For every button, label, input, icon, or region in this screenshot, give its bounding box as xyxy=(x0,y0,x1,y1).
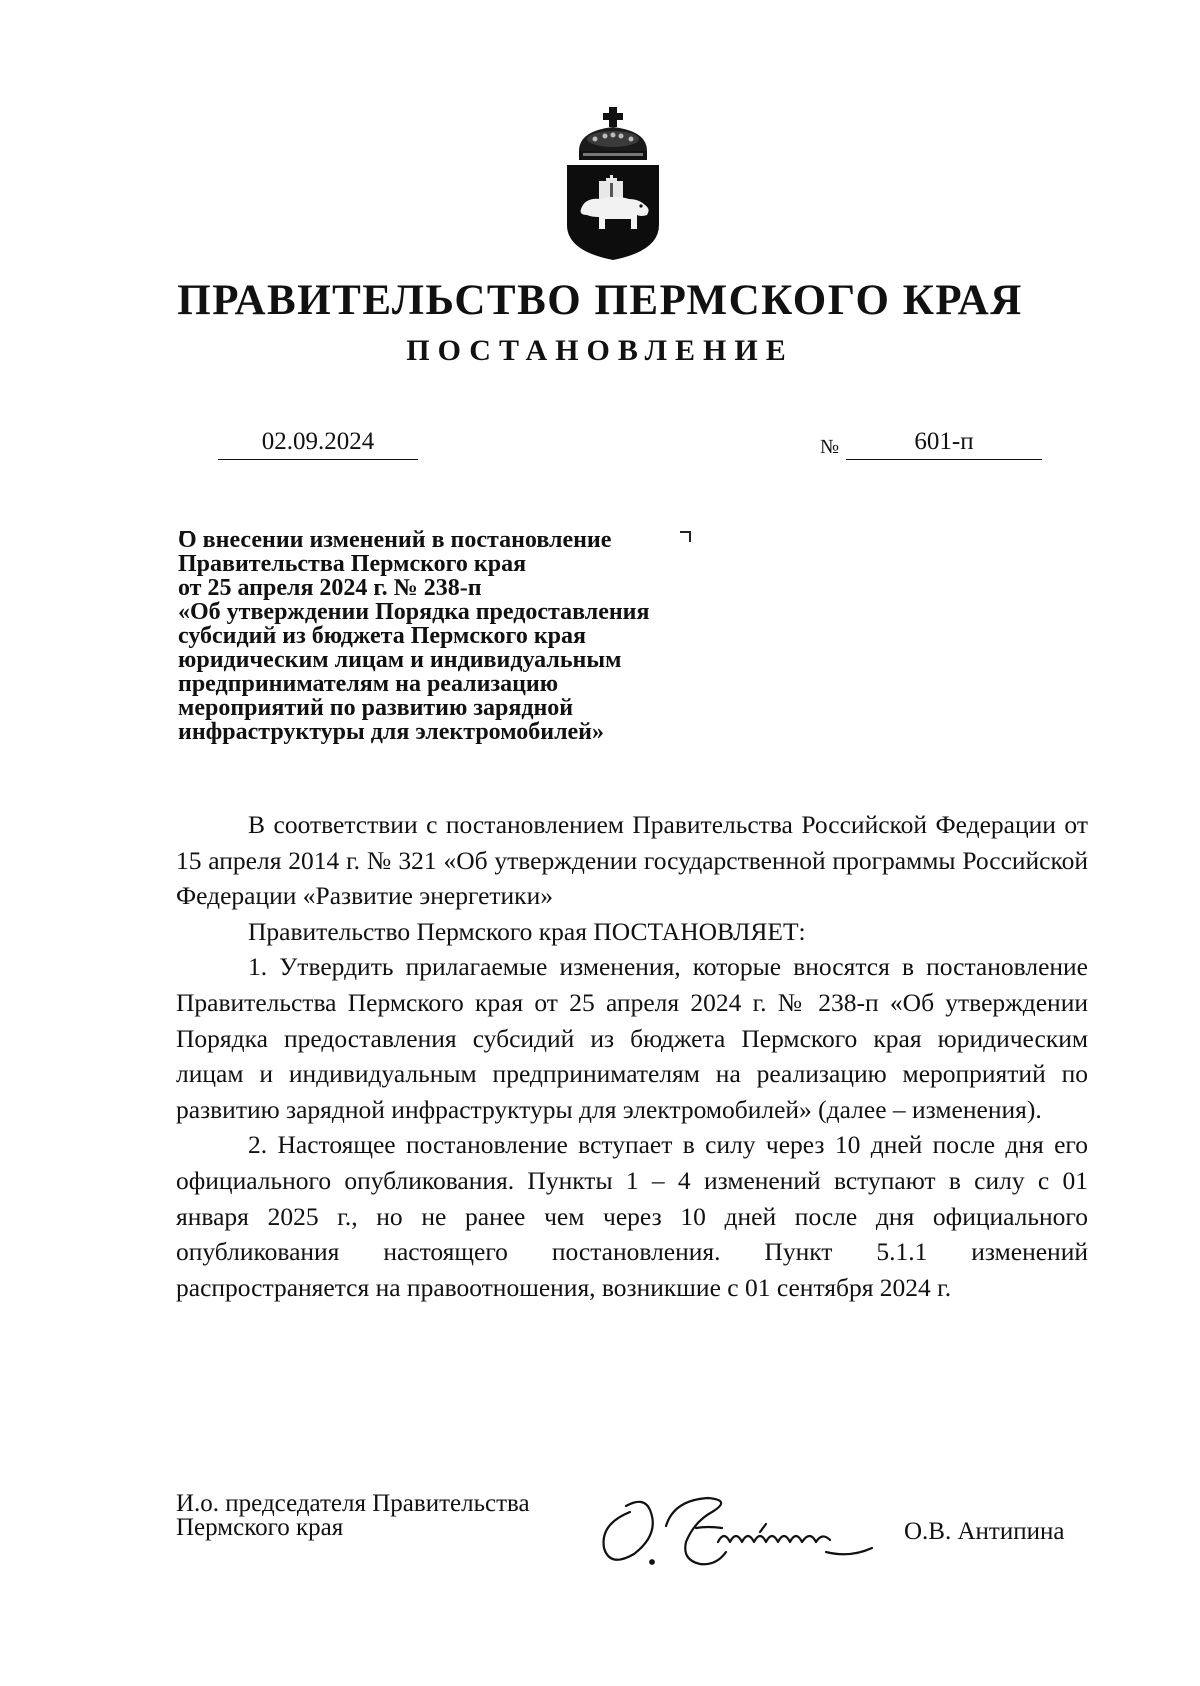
subject-line: мероприятий по развитию зарядной xyxy=(178,695,574,721)
subject-line: субсидий из бюджета Пермского края xyxy=(178,623,586,649)
body-paragraph-preamble: В соответствии с постановлением Правительства Российской Федерации от 15 апреля 2014 г. № 321 «Об утверждении государственной программы Российской Федерации «Развитие энергетики» xyxy=(176,810,1088,911)
subject-line: «Об утверждении Порядка предоставления xyxy=(178,599,650,625)
body-paragraph-item-1: 1. Утвердить прилагаемые изменения, которые вносятся в постановление Правительства Пермского края от 25 апреля 2024 г. № 238-п «Об утверждении Порядка предоставления субсидий из бюджета Пермского края юридическим лицам и индивидуальным предпринимателям на реализацию мероприятий по развитию зарядной инфраструктуры для электромобилей» (далее – изменения). xyxy=(176,952,1088,1124)
number-sign: № xyxy=(820,436,840,458)
signer-name: О.В. Антипина xyxy=(904,1518,1065,1545)
subject-line: Правительства Пермского края xyxy=(178,551,527,577)
document-body xyxy=(176,807,1088,1305)
body-paragraph-item-2: 2. Настоящее постановление вступает в силу через 10 дней после дня его официального опубликования. Пункты 1 – 4 изменений вступают в силу с 01 января 2025 г., но не ранее чем через 10 дней после дня официального опубликования настоящего постановления. Пункт 5.1.1 изменений распространяется на правоотношения, возникшие с 01 сентября 2024 г. xyxy=(176,1130,1088,1302)
document-date: 02.09.2024 xyxy=(218,428,418,460)
document-number: 601-п xyxy=(846,428,1042,460)
body-paragraph-resolves: Правительство Пермского края ПОСТАНОВЛЯЕТ: xyxy=(248,916,806,946)
subject-line: предпринимателям на реализацию xyxy=(178,671,559,697)
subject-line: юридическим лицам и индивидуальным xyxy=(178,647,622,673)
subject-line: от 25 апреля 2024 г. № 238-п xyxy=(178,575,482,601)
subject-line: О внесении изменений в постановление xyxy=(178,527,612,553)
signer-position-line: Пермского края xyxy=(176,1514,344,1541)
document-number-field xyxy=(820,428,1042,462)
signer-position xyxy=(176,1492,530,1540)
government-name: ПРАВИТЕЛЬСТВО ПЕРМСКОГО КРАЯ xyxy=(177,277,1023,324)
perm-krai-coat-of-arms-icon xyxy=(565,105,661,261)
document-type: ПОСТАНОВЛЕНИЕ xyxy=(406,334,794,367)
handwritten-signature-icon xyxy=(590,1482,920,1572)
document-subject xyxy=(178,528,778,744)
signer-position-line: И.о. председателя Правительства xyxy=(176,1490,530,1517)
subject-line: инфраструктуры для электромобилей» xyxy=(178,719,605,745)
